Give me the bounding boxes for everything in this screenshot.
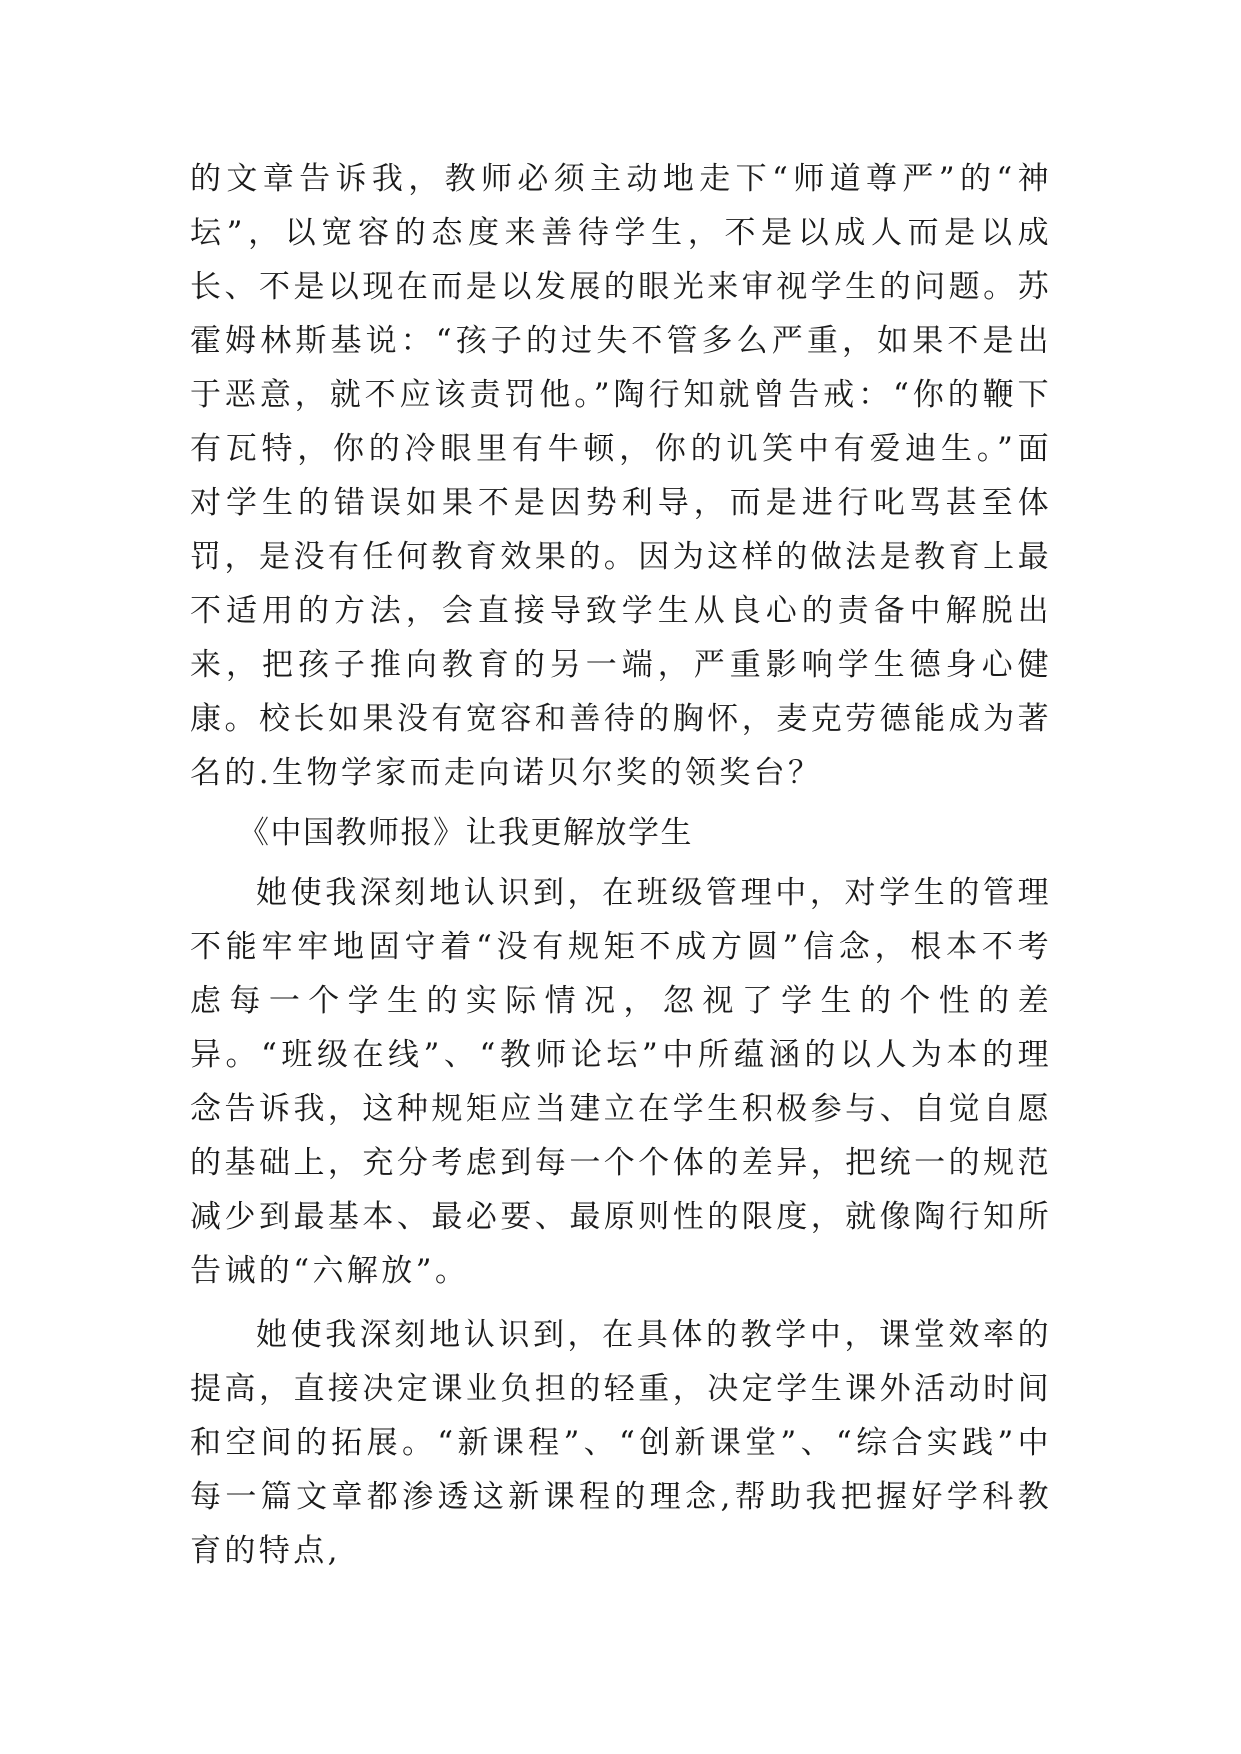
body-paragraph-3: 她使我深刻地认识到，在具体的教学中，课堂效率的提高，直接决定课业负担的轻重，决定学生课外活动时间和空间的拓展。“新课程”、“创新课堂”、“综合实践”中每一篇文章都渗透这新课程的理念,帮助我把握好学科教育的特点, bbox=[190, 1317, 1052, 1569]
section-heading: 《中国教师报》让我更解放学生 bbox=[238, 815, 693, 851]
body-paragraph-1: 的文章告诉我，教师必须主动地走下“师道尊严”的“神坛”，以宽容的态度来善待学生，不是以成人而是以成长、不是以现在而是以发展的眼光来审视学生的问题。苏霍姆林斯基说：“孩子的过失不管多么严重，如果不是出于恶意，就不应该责罚他。”陶行知就曾告戒：“你的鞭下有瓦特，你的冷眼里有牛顿，你的讥笑中有爱迪生。”面对学生的错误如果不是因势利导，而是进行叱骂甚至体罚，是没有任何教育效果的。因为这样的做法是教育上最不适用的方法，会直接导致学生从良心的责备中解脱出来，把孩子推向教育的另一端，严重影响学生德身心健康。校长如果没有宽容和善待的胸怀，麦克劳德能成为著名的.生物学家而走向诺贝尔奖的领奖台？ bbox=[190, 161, 1052, 791]
body-paragraph-2: 她使我深刻地认识到，在班级管理中，对学生的管理不能牢牢地固守着“没有规矩不成方圆”信念，根本不考虑每一个学生的实际情况，忽视了学生的个性的差异。“班级在线”、“教师论坛”中所蕴涵的以人为本的理念告诉我，这种规矩应当建立在学生积极参与、自觉自愿的基础上，充分考虑到每一个个体的差异，把统一的规范减少到最基本、最必要、最原则性的限度，就像陶行知所告诫的“六解放”。 bbox=[190, 875, 1052, 1289]
document-page bbox=[190, 152, 1052, 1578]
